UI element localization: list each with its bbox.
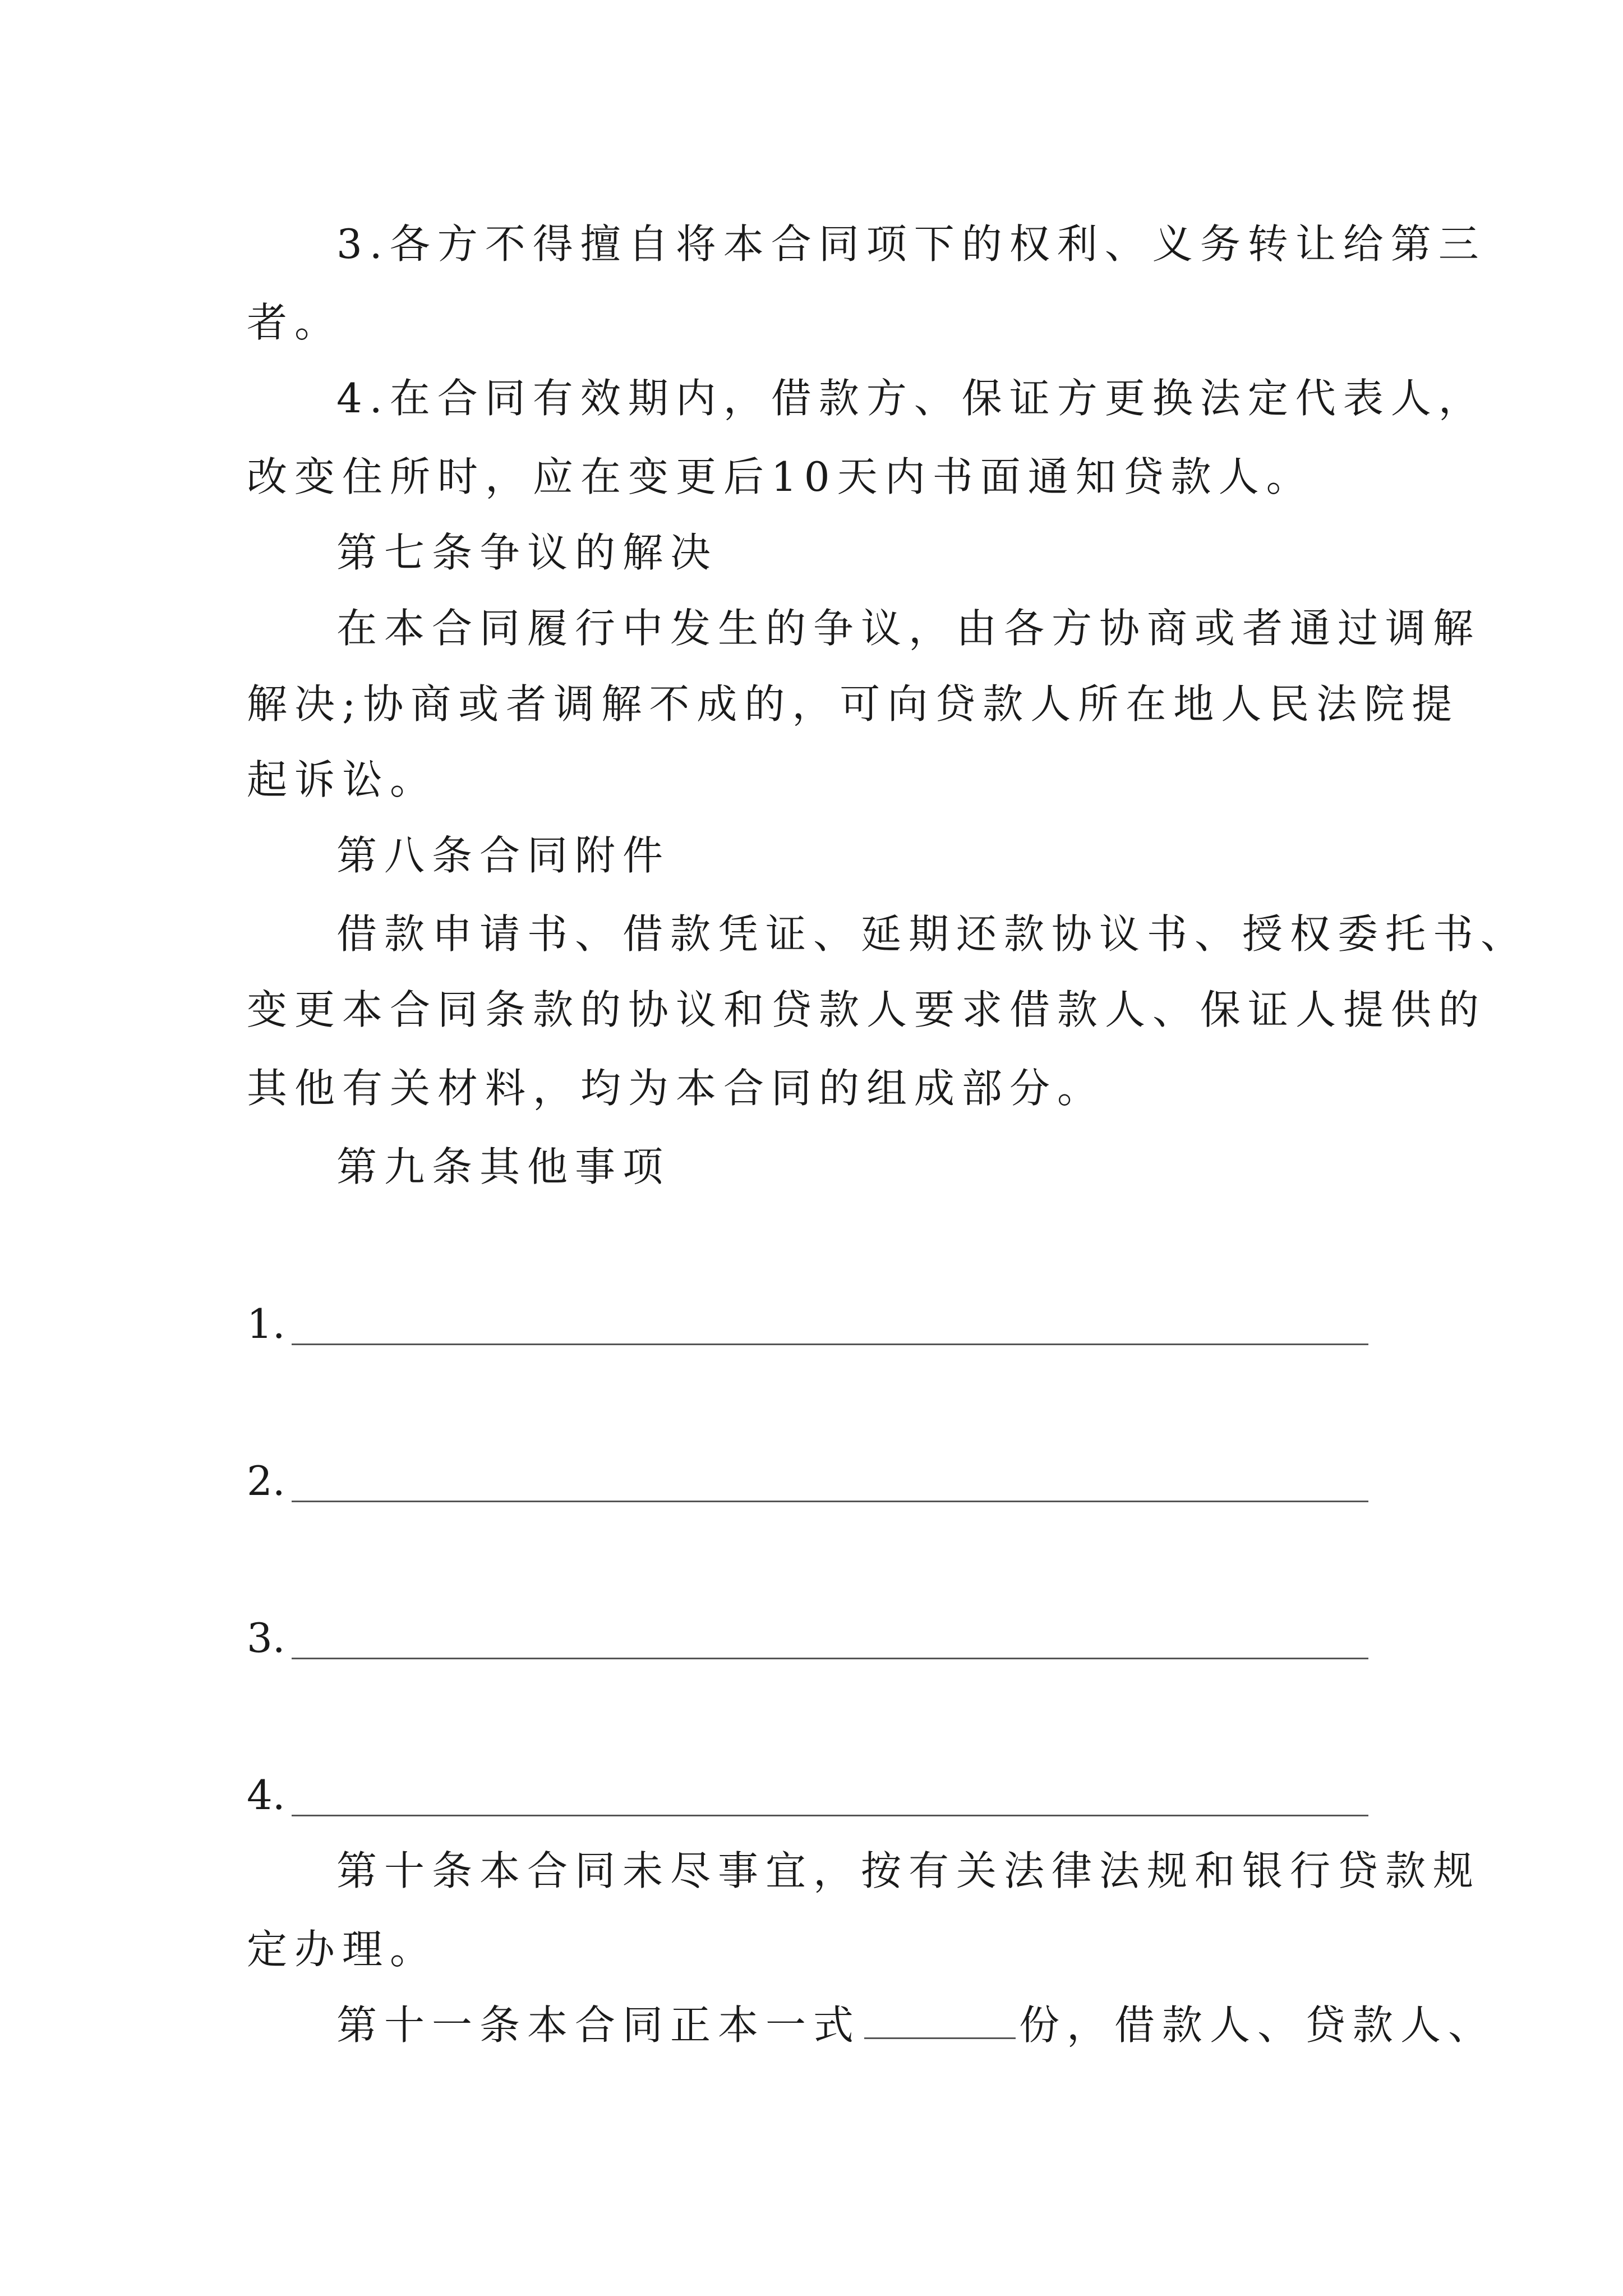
blank-underline xyxy=(292,1815,1368,1816)
para-2-line-1: 4.在合同有效期内，借款方、保证方更换法定代表人， xyxy=(336,375,1486,422)
section-11-text-before: 第十一条本合同正本一式 xyxy=(336,2001,861,2049)
section-11-line-1 xyxy=(336,1997,1496,2053)
copies-blank[interactable] xyxy=(864,1998,1016,2039)
section-heading-8: 第八条合同附件 xyxy=(336,832,671,879)
section-11-text-after: 份，借款人、贷款人、 xyxy=(1019,2001,1496,2049)
blank-item-1[interactable] xyxy=(247,1296,1368,1352)
para-8-line-3: 其他有关材料，均为本合同的组成部分。 xyxy=(247,1065,1105,1112)
blank-item-3[interactable] xyxy=(247,1610,1368,1666)
para-7-line-2: 解决;协商或者调解不成的，可向贷款人所在地人民法院提 xyxy=(247,680,1460,728)
section-heading-9: 第九条其他事项 xyxy=(336,1143,671,1190)
para-1-line-1: 3.各方不得擅自将本合同项下的权利、义务转让给第三 xyxy=(336,220,1486,268)
para-1-line-2: 者。 xyxy=(247,299,343,346)
blank-item-number: 2. xyxy=(247,1457,285,1504)
blank-item-number: 1. xyxy=(247,1300,285,1347)
blank-underline xyxy=(292,1501,1368,1502)
para-7-line-3: 起诉讼。 xyxy=(247,756,438,803)
section-10-line-2: 定办理。 xyxy=(247,1926,438,1973)
para-7-line-1: 在本合同履行中发生的争议，由各方协商或者通过调解 xyxy=(336,605,1481,652)
blank-underline xyxy=(292,1343,1368,1345)
para-2-line-2: 改变住所时，应在变更后10天内书面通知贷款人。 xyxy=(247,453,1314,500)
para-8-line-1: 借款申请书、借款凭证、延期还款协议书、授权委托书、 xyxy=(336,910,1529,958)
blank-underline xyxy=(292,1658,1368,1659)
section-heading-7: 第七条争议的解决 xyxy=(336,529,718,576)
blank-item-4[interactable] xyxy=(247,1767,1368,1823)
para-8-line-2: 变更本合同条款的协议和贷款人要求借款人、保证人提供的 xyxy=(247,986,1487,1033)
blank-item-2[interactable] xyxy=(247,1453,1368,1509)
blank-item-number: 4. xyxy=(247,1772,285,1819)
section-10-line-1: 第十条本合同未尽事宜，按有关法律法规和银行贷款规 xyxy=(336,1847,1481,1894)
blank-item-number: 3. xyxy=(247,1614,285,1662)
